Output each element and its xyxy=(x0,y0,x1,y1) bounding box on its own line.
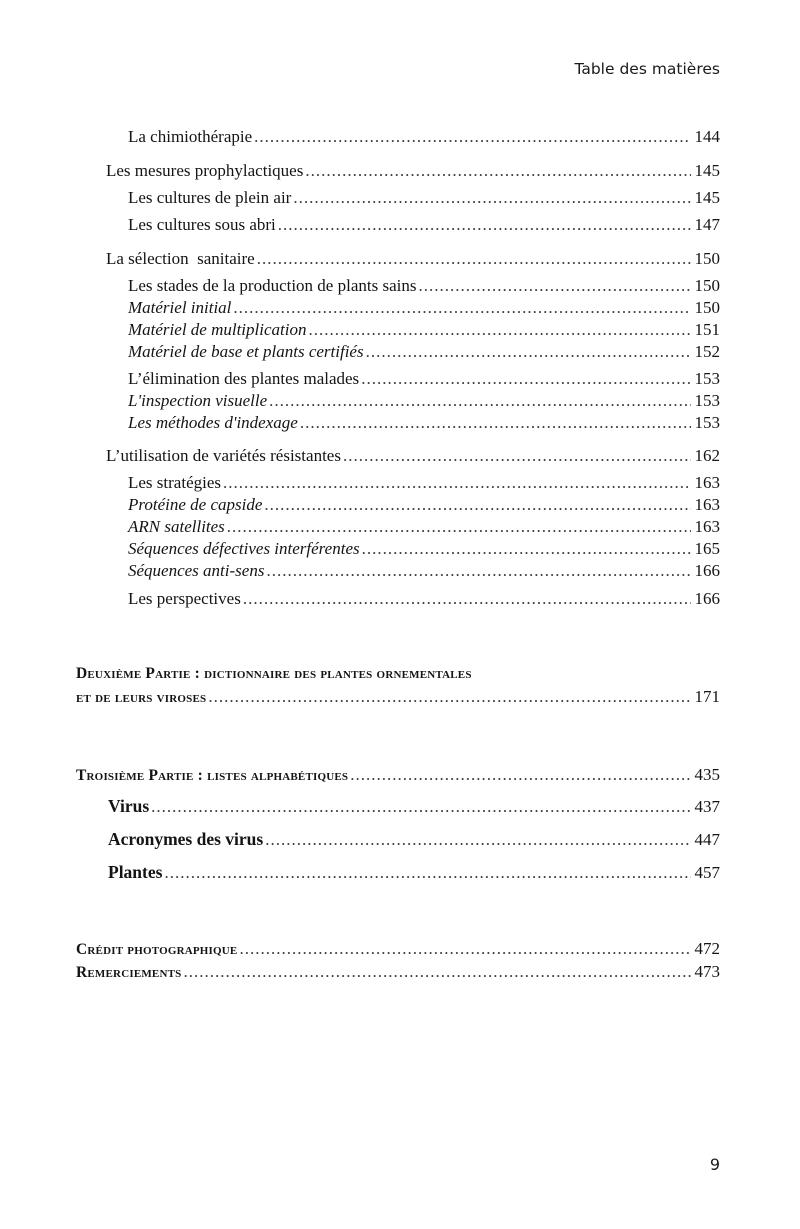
toc-entry-page: 437 xyxy=(694,797,720,816)
toc-leader-dots xyxy=(151,798,690,815)
toc-leader-dots xyxy=(233,299,690,316)
toc-entry-label: ARN satellites xyxy=(128,517,225,536)
toc-entry[interactable] xyxy=(108,831,720,849)
toc-entry[interactable] xyxy=(128,392,720,409)
toc-entry-page: 163 xyxy=(694,495,720,514)
toc-leader-dots xyxy=(208,688,690,705)
toc-leader-dots xyxy=(243,590,691,607)
toc-leader-dots xyxy=(361,370,690,387)
toc-entry[interactable] xyxy=(106,250,720,267)
toc-entry-page: 162 xyxy=(694,446,720,465)
toc-entry-page: 151 xyxy=(694,320,720,339)
toc-leader-dots xyxy=(362,540,691,557)
toc-entry-label: Acronymes des virus xyxy=(108,829,264,849)
toc-entry-label: La sélection sanitaire xyxy=(106,249,255,268)
toc-leader-dots xyxy=(239,940,690,957)
toc-leader-dots xyxy=(418,277,690,294)
toc-entry-label: Les cultures sous abri xyxy=(128,215,276,234)
toc-entry-part-two[interactable] xyxy=(76,688,720,706)
toc-entry-label: Matériel de base et plants certifiés xyxy=(128,342,364,361)
toc-leader-dots xyxy=(269,392,690,409)
toc-entry-label: Les méthodes d'indexage xyxy=(128,413,298,432)
toc-entry-page: 150 xyxy=(694,249,720,268)
toc-entry-page: 171 xyxy=(694,687,720,706)
toc-entry-page: 447 xyxy=(694,830,720,849)
toc-leader-dots xyxy=(164,864,690,881)
toc-entry-label: Les cultures de plein air xyxy=(128,188,292,207)
toc-entry-label: Matériel de multiplication xyxy=(128,320,307,339)
toc-leader-dots xyxy=(366,343,691,360)
toc-entry-page: 145 xyxy=(694,188,720,207)
toc-entry-page: 472 xyxy=(694,939,720,958)
toc-entry[interactable] xyxy=(128,370,720,387)
toc-leader-dots xyxy=(183,963,690,980)
toc-entry[interactable] xyxy=(128,321,720,338)
toc-leader-dots xyxy=(265,831,690,848)
toc-entry[interactable] xyxy=(128,189,720,206)
toc-entry-page: 147 xyxy=(694,215,720,234)
toc-entry[interactable] xyxy=(128,562,720,579)
toc-leader-dots xyxy=(343,447,691,464)
toc-entry[interactable] xyxy=(128,474,720,491)
toc-entry-page: 145 xyxy=(694,161,720,180)
toc-leader-dots xyxy=(308,321,690,338)
toc-entry-page: 152 xyxy=(694,342,720,361)
toc-entry-page: 144 xyxy=(694,127,720,146)
toc-entry-page: 163 xyxy=(694,473,720,492)
toc-entry[interactable] xyxy=(128,343,720,360)
toc-entry-label: Crédit photographique xyxy=(76,941,238,958)
toc-entry-page: 165 xyxy=(694,539,720,558)
toc-entry[interactable] xyxy=(128,216,720,233)
page-number: 9 xyxy=(709,1155,720,1174)
toc-leader-dots xyxy=(300,414,691,431)
toc-entry-page: 150 xyxy=(694,298,720,317)
toc-leader-dots xyxy=(278,216,691,233)
toc-leader-dots xyxy=(223,474,691,491)
toc-leader-dots xyxy=(350,766,690,783)
toc-entry-label: Les perspectives xyxy=(128,589,241,608)
toc-entry-label: et de leurs viroses xyxy=(76,689,207,706)
toc-entry-page: 435 xyxy=(694,765,720,784)
toc-leader-dots xyxy=(254,128,690,145)
toc-entry-page: 153 xyxy=(694,391,720,410)
toc-entry-page: 163 xyxy=(694,517,720,536)
toc-entry-thanks[interactable] xyxy=(76,963,720,981)
toc-entry[interactable] xyxy=(128,518,720,535)
toc-entry-label: Les mesures prophylactiques xyxy=(106,161,304,180)
toc-entry-label: Remerciements xyxy=(76,964,182,981)
toc-entry-label: Les stades de la production de plants sains xyxy=(128,276,417,295)
toc-entry-page: 150 xyxy=(694,276,720,295)
toc-entry[interactable] xyxy=(128,590,720,607)
toc-entry-page: 166 xyxy=(694,561,720,580)
toc-entry-label: L’utilisation de variétés résistantes xyxy=(106,446,341,465)
toc-entry-page: 153 xyxy=(694,413,720,432)
toc-entry-label: Plantes xyxy=(108,862,163,882)
toc-leader-dots xyxy=(266,562,690,579)
toc-entry[interactable] xyxy=(128,414,720,431)
toc-entry-label: L’élimination des plantes malades xyxy=(128,369,360,388)
toc-entry-label: Séquences défectives interférentes xyxy=(128,539,360,558)
toc-entry[interactable] xyxy=(108,798,720,816)
running-header: Table des matières xyxy=(574,60,720,78)
toc-entry[interactable] xyxy=(128,277,720,294)
toc-leader-dots xyxy=(293,189,690,206)
toc-entry[interactable] xyxy=(128,299,720,316)
toc-entry[interactable] xyxy=(128,540,720,557)
toc-entry-label: Les stratégies xyxy=(128,473,221,492)
toc-entry[interactable] xyxy=(128,128,720,145)
toc-entry[interactable] xyxy=(106,447,720,464)
toc-entry-part-three[interactable] xyxy=(76,766,720,784)
toc-leader-dots xyxy=(264,496,690,513)
toc-entry-label: Troisième Partie : listes alphabétiques xyxy=(76,767,349,784)
toc-entry-credits[interactable] xyxy=(76,940,720,958)
toc-leader-dots xyxy=(305,162,690,179)
toc-entry[interactable] xyxy=(108,864,720,882)
toc-leader-dots xyxy=(257,250,691,267)
toc-entry-page: 166 xyxy=(694,589,720,608)
toc-entry-page: 457 xyxy=(694,863,720,882)
toc-entry-label: L'inspection visuelle xyxy=(128,391,268,410)
toc-entry-page: 473 xyxy=(694,962,720,981)
toc-entry-page: 153 xyxy=(694,369,720,388)
toc-entry[interactable] xyxy=(128,496,720,513)
toc-entry[interactable] xyxy=(106,162,720,179)
part-two-heading[interactable]: Deuxième Partie : dictionnaire des plantes ornementales xyxy=(76,665,472,682)
toc-entry-label: La chimiothérapie xyxy=(128,127,253,146)
toc-entry-label: Virus xyxy=(108,796,150,816)
toc-leader-dots xyxy=(227,518,691,535)
toc-entry-label: Protéine de capside xyxy=(128,495,263,514)
toc-entry-label: Séquences anti-sens xyxy=(128,561,265,580)
toc-entry-label: Matériel initial xyxy=(128,298,232,317)
